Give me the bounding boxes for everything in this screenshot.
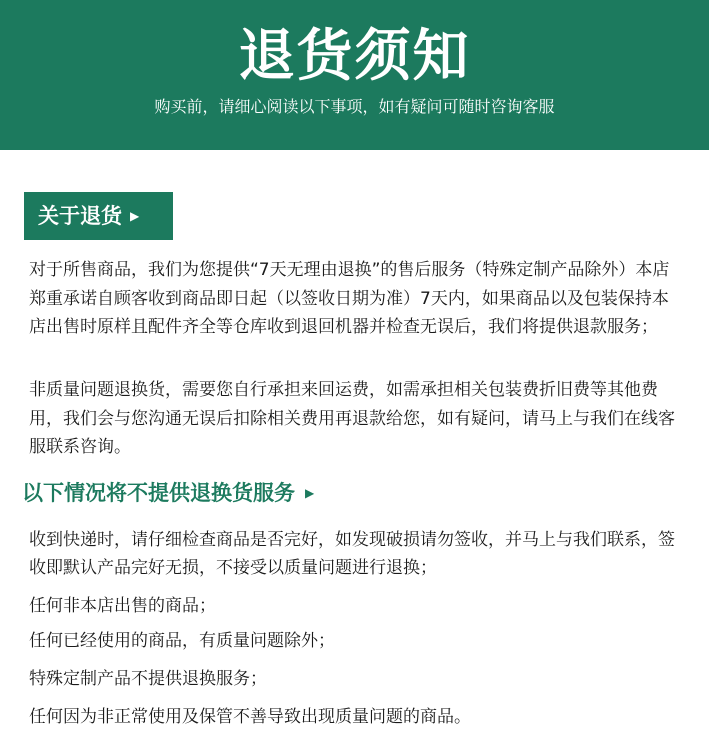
return-shipping-paragraph: 非质量问题退换货，需要您自行承担来回运费，如需承担相关包装费折旧费等其他费用，我们会与您沟通无误后扣除相关费用再退款给您，如有疑问，请马上与我们在线客服联系咨询。 (29, 380, 675, 458)
page-subtitle: 购买前，请细心阅读以下事项，如有疑问可随时咨询客服 (154, 97, 555, 116)
triangle-right-icon: ▶ (130, 209, 140, 223)
exclusion-item: 任何因为非正常使用及保管不善导致出现质量问题的商品。 (29, 707, 471, 727)
exclusion-item: 特殊定制产品不提供退换服务； (29, 669, 267, 689)
exclusion-item: 任何非本店出售的商品； (29, 596, 216, 616)
return-policy-paragraph: 对于所售商品，我们为您提供“7天无理由退换”的售后服务（特殊定制产品除外）本店郑重承诺自顾客收到商品即日起（以签收日期为准）7天内，如果商品以及包装保持本店出售时原样且配件齐全等仓库收到退回机器并检查无误后，我们将提供退款服务； (29, 260, 670, 338)
header-banner (0, 0, 709, 150)
section-tag-label: 关于退货 (38, 204, 122, 228)
page-title: 退货须知 (238, 24, 471, 89)
exclusion-item: 任何已经使用的商品，有质量问题除外； (29, 631, 335, 651)
section-tag-about-returns (24, 192, 173, 240)
exclusions-heading-label: 以下情况将不提供退换货服务 (22, 481, 295, 505)
triangle-right-icon: ▶ (305, 486, 315, 500)
exclusions-heading (22, 477, 314, 509)
exclusion-item: 收到快递时，请仔细检查商品是否完好，如发现破损请勿签收，并马上与我们联系，签收即默认产品完好无损，不接受以质量问题进行退换； (29, 530, 675, 578)
